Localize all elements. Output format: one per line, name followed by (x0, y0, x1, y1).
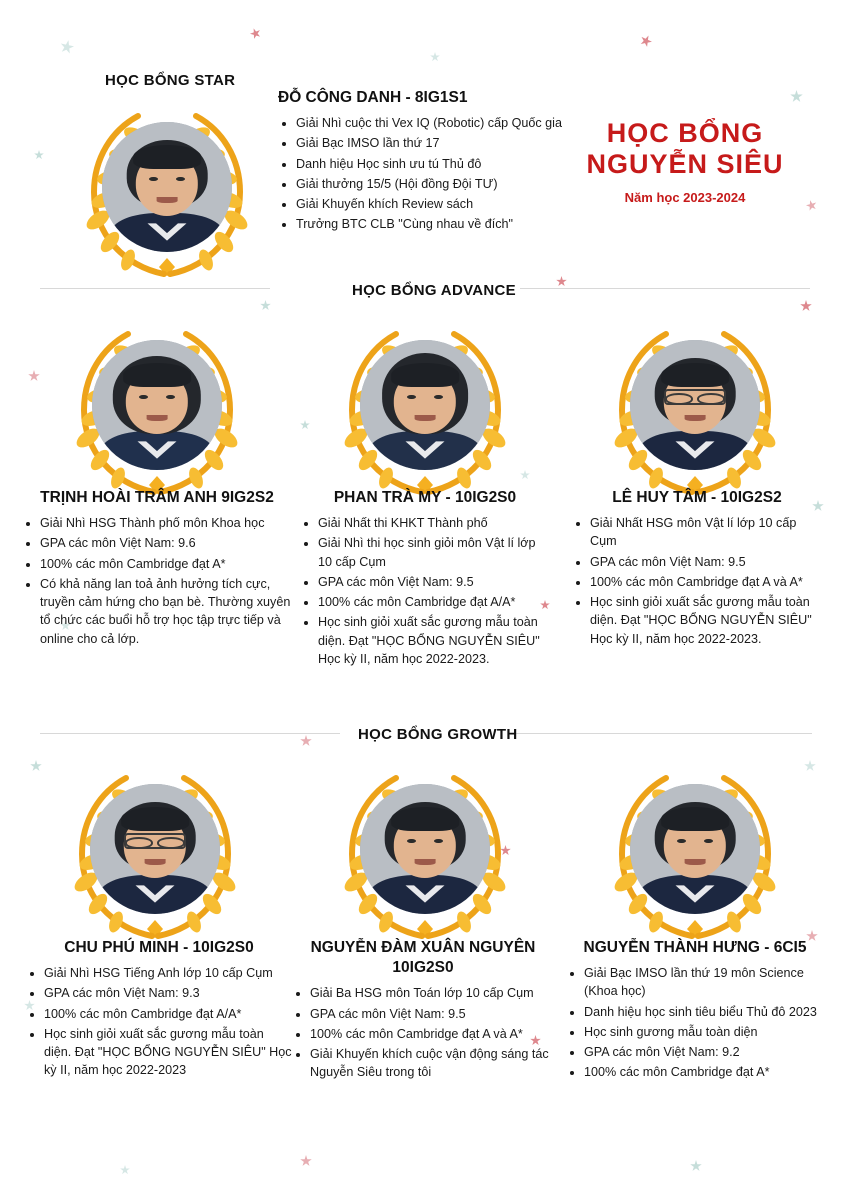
decor-star (59, 39, 76, 56)
achievement-item: • 100% các môn Cambridge đạt A và A* (590, 573, 822, 591)
achievement-list (566, 964, 824, 1082)
student-photo (630, 784, 760, 914)
laurel-frame (600, 318, 790, 508)
decor-star (556, 276, 567, 287)
achievement-list (22, 514, 292, 648)
decor-star (260, 300, 271, 311)
achievement-item: • GPA các môn Việt Nam: 9.3 (44, 984, 292, 1002)
laurel-frame (62, 318, 252, 508)
achievement-item: • 100% các môn Cambridge đạt A/A* (44, 1005, 292, 1023)
student-photo (92, 340, 222, 470)
student-name: CHU PHÚ MINH - 10IG2S0 (64, 939, 254, 956)
student-name: NGUYỄN THÀNH HƯNG - 6CI5 (583, 939, 807, 956)
student-name: PHAN TRÀ MY - 10IG2S0 (333, 489, 517, 506)
achievement-item: • Học sinh giỏi xuất sắc gương mẫu toàn diện. Đạt "HỌC BỔNG NGUYỄN SIÊU" Học kỳ II, năm học 2022-2023. (318, 613, 550, 668)
section-divider (40, 733, 340, 734)
decor-star (300, 420, 310, 430)
decor-star (248, 26, 262, 40)
decor-star (28, 370, 40, 382)
achievement-item: • Giải Nhất HSG môn Vật lí lớp 10 cấp Cụm (590, 514, 822, 551)
achievement-item: • GPA các môn Việt Nam: 9.5 (310, 1005, 554, 1023)
decor-star (300, 735, 312, 747)
student-photo (630, 340, 760, 470)
achievement-item: • GPA các môn Việt Nam: 9.5 (590, 553, 822, 571)
decor-star (430, 52, 440, 62)
achievement-item: • GPA các môn Việt Nam: 9.5 (318, 573, 550, 591)
achievement-item: • Học sinh giỏi xuất sắc gương mẫu toàn diện. Đạt "HỌC BỔNG NGUYỄN SIÊU" Học kỳ II, năm học 2022-2023 (44, 1025, 292, 1080)
achievement-item: • 100% các môn Cambridge đạt A* (40, 555, 292, 573)
laurel-frame (72, 100, 262, 290)
student-card-2 (22, 488, 292, 650)
section-title-star: HỌC BỔNG STAR (105, 72, 236, 89)
brand-school-year: Năm học 2023-2024 (624, 190, 746, 206)
decor-star (690, 1160, 702, 1172)
student-card-5 (26, 938, 292, 1082)
student-photo (102, 122, 232, 252)
section-title-advance: HỌC BỔNG ADVANCE (352, 282, 516, 299)
decor-star (520, 470, 530, 480)
achievement-list (300, 514, 550, 668)
achievement-item: • 100% các môn Cambridge đạt A* (584, 1063, 824, 1081)
student-card-4 (572, 488, 822, 650)
laurel-frame (330, 318, 520, 508)
student-name: TRỊNH HOÀI TRÂM ANH 9IG2S2 (40, 489, 274, 506)
student-card-1 (278, 88, 566, 236)
decor-star (804, 760, 816, 772)
achievement-item: • Danh hiệu Học sinh ưu tú Thủ đô (296, 155, 566, 173)
decor-star (34, 150, 44, 160)
laurel-frame (330, 762, 520, 952)
student-photo (360, 340, 490, 470)
student-name: ĐỖ CÔNG DANH - 8IG1S1 (278, 89, 468, 106)
student-name: NGUYỄN ĐÀM XUÂN NGUYÊN 10IG2S0 (310, 939, 536, 977)
decor-star (120, 1165, 130, 1175)
student-card-6 (292, 938, 554, 1084)
student-name: LÊ HUY TÂM - 10IG2S2 (612, 489, 782, 506)
achievement-item: • Giải thưởng 15/5 (Hội đồng Đội TƯ) (296, 175, 566, 193)
achievement-item: • Có khả năng lan toả ảnh hưởng tích cực, truyền cảm hứng cho bạn bè. Thường xuyên tổ chức các buổi hỗ trợ học tập trực tiếp và online cho cả lớp. (40, 575, 292, 648)
brand-line-1: HỌC BỔNG (606, 118, 764, 148)
student-photo (90, 784, 220, 914)
brand-line-2: NGUYỄN SIÊU (586, 149, 784, 180)
student-photo (360, 784, 490, 914)
decor-star (30, 760, 42, 772)
achievement-item: • Giải Nhì HSG Thành phố môn Khoa học (40, 514, 292, 532)
achievement-item: • Học sinh gương mẫu toàn diện (584, 1023, 824, 1041)
achievement-item: • Giải Bạc IMSO lần thứ 19 môn Science (Khoa học) (584, 964, 824, 1001)
achievement-list (292, 984, 554, 1081)
achievement-item: • 100% các môn Cambridge đạt A và A* (310, 1025, 554, 1043)
achievement-item: • Giải Bạc IMSO lần thứ 17 (296, 134, 566, 152)
decor-star (790, 90, 803, 103)
decor-star (300, 1155, 312, 1167)
student-card-7 (566, 938, 824, 1084)
poster-title-block (560, 118, 810, 205)
section-title-growth: HỌC BỔNG GROWTH (358, 726, 518, 743)
achievement-item: • GPA các môn Việt Nam: 9.6 (40, 534, 292, 552)
decor-star (800, 300, 812, 312)
laurel-frame (60, 762, 250, 952)
student-card-3 (300, 488, 550, 670)
achievement-list (26, 964, 292, 1080)
achievement-item: • Học sinh giỏi xuất sắc gương mẫu toàn diện. Đạt "HỌC BỔNG NGUYỄN SIÊU" Học kỳ II, năm học 2022-2023. (590, 593, 822, 648)
achievement-item: • Trưởng BTC CLB "Cùng nhau về đích" (296, 215, 566, 233)
section-divider (40, 288, 270, 289)
achievement-item: • 100% các môn Cambridge đạt A/A* (318, 593, 550, 611)
section-divider (520, 288, 810, 289)
achievement-item: • GPA các môn Việt Nam: 9.2 (584, 1043, 824, 1061)
achievement-list (278, 114, 566, 234)
laurel-frame (600, 762, 790, 952)
achievement-item: • Giải Nhì thi học sinh giỏi môn Vật lí lớp 10 cấp Cụm (318, 534, 550, 571)
achievement-list (572, 514, 822, 648)
achievement-item: • Giải Nhì HSG Tiếng Anh lớp 10 cấp Cụm (44, 964, 292, 982)
section-divider (512, 733, 812, 734)
achievement-item: • Giải Nhất thi KHKT Thành phố (318, 514, 550, 532)
achievement-item: • Giải Nhì cuộc thi Vex IQ (Robotic) cấp Quốc gia (296, 114, 566, 132)
achievement-item: • Giải Ba HSG môn Toán lớp 10 cấp Cụm (310, 984, 554, 1002)
decor-star (638, 33, 654, 49)
achievement-item: • Giải Khuyến khích Review sách (296, 195, 566, 213)
achievement-item: • Giải Khuyến khích cuộc vận động sáng tác Nguyễn Siêu trong tôi (310, 1045, 554, 1082)
achievement-item: • Danh hiệu học sinh tiêu biểu Thủ đô 2023 (584, 1003, 824, 1021)
